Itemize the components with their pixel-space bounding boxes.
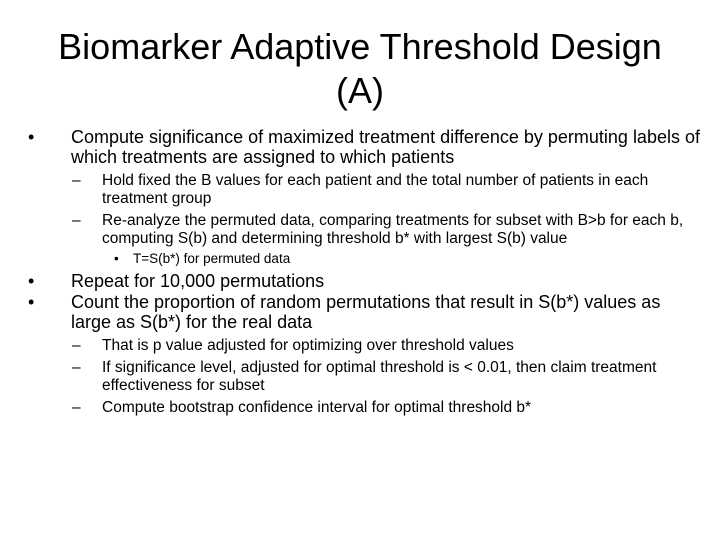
sub-point: [28, 337, 703, 355]
dash-icon: –: [72, 337, 81, 354]
bullet-text: Compute significance of maximized treatment difference by permuting labels of which treatments are assigned to which patients: [71, 127, 700, 167]
sub-point-text: If significance level, adjusted for optimal threshold is < 0.01, then claim treatment effectiveness for subset: [102, 359, 657, 394]
sub-point-text: That is p value adjusted for optimizing over threshold values: [102, 337, 514, 354]
sub-sub-point-text: T=S(b*) for permuted data: [133, 251, 291, 266]
slide-body: [28, 127, 703, 417]
bullet-icon: •: [28, 271, 35, 291]
sub-point: [28, 172, 703, 208]
sub-point: [28, 359, 703, 395]
bullet-point-2: [28, 271, 703, 291]
bullet-text: Count the proportion of random permutations that result in S(b*) values as large as S(b*) for the real data: [71, 292, 661, 332]
bullet-icon: •: [114, 251, 119, 266]
sub-point-text: Compute bootstrap confidence interval for optimal threshold b*: [102, 399, 532, 416]
sub-point-text: Re-analyze the permuted data, comparing treatments for subset with B>b for each b, computing S(b) and determining threshold b* with largest S(b) value: [102, 212, 684, 247]
sub-sub-list: [102, 251, 703, 267]
slide-title: [40, 25, 680, 113]
title-line-1: Biomarker Adaptive Threshold Design: [58, 26, 662, 67]
bullet-icon: •: [28, 127, 35, 147]
sub-point: [28, 212, 703, 267]
sub-list: [71, 172, 703, 267]
sub-list: [71, 337, 703, 417]
dash-icon: –: [72, 399, 81, 416]
sub-point-text: Hold fixed the B values for each patient and the total number of patients in each treatment group: [102, 172, 649, 207]
bullet-icon: •: [28, 292, 35, 312]
sub-point: [28, 399, 703, 417]
title-line-2: (A): [336, 70, 384, 111]
bullet-point-3: [28, 292, 703, 417]
dash-icon: –: [72, 212, 81, 229]
sub-sub-point: [28, 251, 703, 267]
dash-icon: –: [72, 359, 81, 376]
bullet-point-1: [28, 127, 703, 267]
dash-icon: –: [72, 172, 81, 189]
bullet-list: [28, 127, 703, 417]
bullet-text: Repeat for 10,000 permutations: [71, 271, 325, 291]
